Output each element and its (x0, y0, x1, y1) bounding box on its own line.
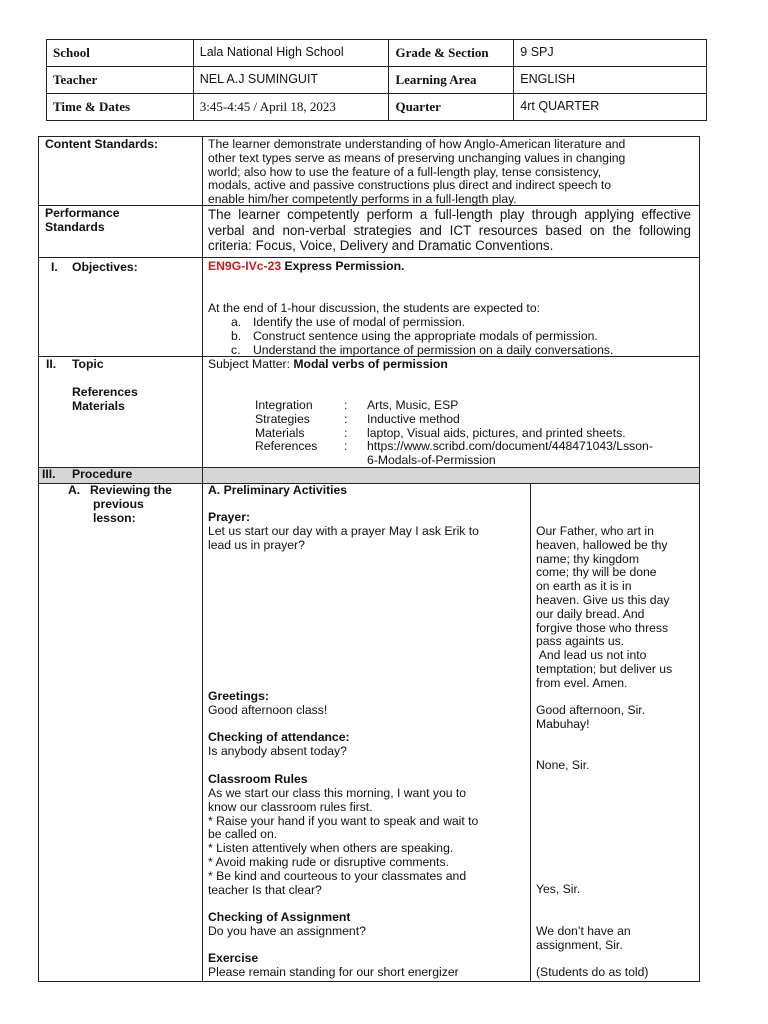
reference-link-cont[interactable]: 6-Modals-of-Permission (367, 453, 496, 468)
label-line: Reviewing the (90, 483, 172, 497)
header-row-school (47, 40, 707, 67)
objectives-intro: At the end of 1-hour discussion, the students are expected to: (208, 301, 540, 315)
text-line: We don’t have an (536, 924, 631, 938)
text-line: Mabuhay! (536, 716, 590, 731)
objectives-numeral: I. (51, 260, 58, 274)
text-line: from evel. Amen. (536, 675, 628, 690)
prayer-text (208, 525, 479, 553)
quarter-label: Quarter (389, 94, 514, 121)
label-line: Materials (72, 398, 125, 413)
school-label: School (47, 40, 194, 67)
attendance-heading: Checking of attendance: (208, 730, 350, 744)
teacher-label: Teacher (47, 67, 194, 94)
text-line: * Raise your hand if you want to speak and wait to (208, 813, 479, 828)
learning-area-value: ENGLISH (514, 67, 707, 94)
row-divider (39, 257, 699, 258)
time-dates-label: Time & Dates (47, 94, 194, 121)
prayer-response (536, 525, 672, 691)
label-line: lesson: (93, 510, 136, 525)
references-materials-label (72, 386, 138, 414)
text-line: come; thy will be done (536, 565, 657, 580)
objective-item (231, 316, 613, 330)
text-line: forgive those who thress (536, 620, 669, 635)
attendance-response: None, Sir. (536, 758, 590, 772)
detail-row (255, 454, 653, 468)
classroom-rules-heading: Classroom Rules (208, 772, 308, 786)
topic-details (255, 399, 653, 468)
greetings-response (536, 704, 645, 732)
text-line: And lead us not into (536, 648, 647, 663)
text-line: Good afternoon, Sir. (536, 703, 646, 717)
text-line: other text types serve as means of preserving unchanging values in changing (208, 150, 626, 165)
prayer-heading: Prayer: (208, 510, 251, 524)
detail-key: Integration (255, 398, 313, 412)
detail-row (255, 399, 653, 413)
list-marker: a. (231, 315, 242, 329)
objective-text: Construct sentence using the appropriate modals of permission. (253, 328, 598, 343)
detail-colon: : (344, 439, 348, 454)
text-line: * Listen attentively when others are speaking. (208, 841, 454, 856)
step-marker: A. (68, 483, 81, 497)
detail-row (255, 440, 653, 454)
step-label (90, 484, 172, 525)
topic-numeral: II. (46, 357, 57, 371)
lesson-plan-table (38, 136, 700, 982)
detail-key: References (255, 439, 318, 454)
topic-label: Topic (72, 357, 104, 371)
detail-key: Materials (255, 425, 305, 440)
teacher-value: NEL A.J SUMINGUIT (193, 67, 389, 94)
text-line: know our classroom rules first. (208, 799, 373, 814)
objective-item (231, 344, 613, 358)
label-line: Standards (45, 219, 105, 234)
school-value: Lala National High School (193, 40, 389, 67)
time-dates-value: 3:45-4:45 / April 18, 2023 (193, 94, 389, 121)
competency-code: EN9G-IVc-23 (208, 259, 282, 273)
response-column-divider (530, 483, 531, 981)
greetings-heading: Greetings: (208, 689, 269, 703)
label-line: Performance (45, 206, 120, 220)
text-line: name; thy kingdom (536, 551, 639, 566)
detail-colon: : (344, 398, 348, 412)
label-line: previous (93, 496, 144, 511)
text-line: enable him/her competently performs in a full-length play. (208, 192, 517, 207)
header-row-teacher (47, 67, 707, 94)
exercise-text: Please remain standing for our short energizer (208, 965, 459, 979)
detail-value: laptop, Visual aids, pictures, and printed sheets. (367, 425, 626, 440)
text-line: modals, active and passive constructions plus direct and indirect speech to (208, 178, 612, 193)
procedure-row-shade (39, 467, 699, 483)
attendance-text: Is anybody absent today? (208, 744, 347, 758)
text-line: Our Father, who art in (536, 524, 654, 538)
objective-text: Identify the use of modal of permission. (253, 315, 466, 329)
exercise-response: (Students do as told) (536, 965, 649, 979)
text-line: * Be kind and courteous to your classmates and (208, 868, 467, 883)
objectives-label: Objectives: (72, 260, 138, 274)
text-line: assignment, Sir. (536, 937, 623, 952)
header-row-time (47, 94, 707, 121)
detail-row (255, 413, 653, 427)
performance-standards-label (45, 207, 120, 235)
quarter-value: 4rt QUARTER (514, 94, 707, 121)
text-line: The learner demonstrate understanding of how Anglo-American literature and (208, 137, 626, 151)
subject-matter (208, 358, 448, 372)
detail-value: Inductive method (367, 411, 460, 426)
grade-section-value: 9 SPJ (514, 40, 707, 67)
content-standards-text (208, 138, 625, 207)
exercise-heading: Exercise (208, 951, 259, 965)
text-line: heaven, hallowed be thy (536, 537, 668, 552)
label-line: References (72, 385, 138, 399)
competency-title: Express Permission. (281, 259, 405, 273)
objective-text: Understand the importance of permission on a daily conversations. (253, 342, 614, 357)
assignment-text: Do you have an assignment? (208, 924, 366, 938)
performance-standards-text: The learner competently perform a full-length play through applying effective verbal and non-verbal strategies and ICT resources based on the following criteria: Focus, Voice, Delivery and Dramatic Conventions. (208, 207, 691, 254)
assignment-response (536, 925, 631, 953)
grade-section-label: Grade & Section (389, 40, 514, 67)
text-line: pass againts us. (536, 634, 625, 649)
text-line: Let us start our day with a prayer May I ask Erik to (208, 524, 479, 538)
objectives-list (231, 316, 613, 357)
objective-item (231, 330, 613, 344)
detail-row (255, 427, 653, 441)
text-line: temptation; but deliver us (536, 661, 673, 676)
detail-colon: : (344, 411, 348, 426)
text-line: on earth as it is in (536, 579, 632, 594)
list-marker: b. (231, 328, 242, 343)
classroom-rules-text (208, 787, 478, 897)
text-line: our daily bread. And (536, 606, 645, 621)
text-line: lead us in prayer? (208, 537, 305, 552)
list-marker: c. (231, 342, 241, 357)
text-line: world; also how to use the feature of a full-length play, tense consistency, (208, 164, 602, 179)
detail-value: Arts, Music, ESP (367, 398, 459, 412)
subject-matter-label: Subject Matter: (208, 357, 294, 371)
text-line: * Avoid making rude or disruptive comments. (208, 854, 449, 869)
header-info-table (46, 39, 707, 121)
text-line: teacher Is that clear? (208, 882, 322, 897)
assignment-heading: Checking of Assignment (208, 910, 351, 924)
greetings-text: Good afternoon class! (208, 703, 328, 717)
procedure-label: Procedure (72, 467, 133, 481)
reference-link[interactable]: https://www.scribd.com/document/448471043/Lsson- (367, 439, 653, 454)
detail-colon: : (344, 425, 348, 440)
objectives-code-line (208, 260, 404, 274)
procedure-numeral: III. (42, 467, 56, 481)
text-line: heaven. Give us this day (536, 592, 670, 607)
detail-key: Strategies (255, 411, 310, 426)
content-standards-label: Content Standards: (45, 137, 159, 151)
text-line: be called on. (208, 827, 278, 842)
rules-response: Yes, Sir. (536, 882, 581, 896)
subject-matter-value: Modal verbs of permission (293, 357, 448, 371)
learning-area-label: Learning Area (389, 67, 514, 94)
preliminary-activities-heading: A. Preliminary Activities (208, 483, 348, 497)
text-line: As we start our class this morning, I want you to (208, 786, 467, 800)
column-divider (202, 137, 203, 981)
